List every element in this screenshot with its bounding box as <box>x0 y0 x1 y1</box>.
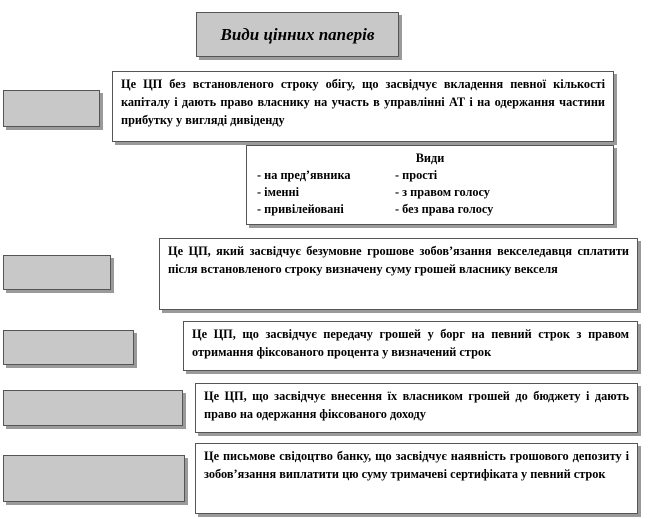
kinds-left-item: - на пред’явника <box>257 168 351 182</box>
description-text-5: Це письмове свідоцтво банку, що засвідчує наявність грошового депозиту і зобов’язання виплатити цю суму тримачеві сертифіката у певний строк <box>204 449 629 481</box>
kinds-right-item: - прості <box>395 168 438 182</box>
kinds-right-item: - без права голосу <box>395 202 494 216</box>
description-box-5 <box>195 443 638 514</box>
kinds-left-item: - іменні <box>257 185 300 199</box>
label-box-1 <box>3 90 100 127</box>
kinds-left-item: - привілейовані <box>257 202 344 216</box>
description-text-1: Це ЦП без встановленого строку обігу, що засвідчує вкладення певної кількості капіталу і дають право власнику на участь в управлінні АТ і на одержання частини прибутку у вигляді дивіденду <box>121 77 605 127</box>
description-box-4 <box>195 383 638 433</box>
kinds-row <box>257 167 603 184</box>
description-box-2 <box>159 238 638 310</box>
description-box-1 <box>112 71 614 142</box>
diagram-title-text: Види цінних паперів <box>220 24 375 44</box>
label-box-3 <box>3 330 134 365</box>
label-box-2 <box>3 255 111 290</box>
kinds-box <box>246 145 614 225</box>
label-box-4 <box>3 390 183 426</box>
kinds-heading: Види <box>415 151 445 165</box>
diagram-title <box>196 12 399 57</box>
label-box-5 <box>3 455 185 502</box>
description-text-4: Це ЦП, що засвідчує внесення їх власником грошей до бюджету і дають право на одержання фіксованого доходу <box>204 389 629 421</box>
description-text-3: Це ЦП, що засвідчує передачу грошей у борг на певний строк з правом отримання фіксованого процента у визначений строк <box>192 327 629 359</box>
kinds-right-item: - з правом голосу <box>395 185 490 199</box>
description-box-3 <box>183 321 638 371</box>
kinds-row <box>257 184 603 201</box>
description-text-2: Це ЦП, який засвідчує безумовне грошове зобов’язання векселедавця сплатити після встановленого строку визначену суму грошей власнику векселя <box>168 244 629 276</box>
kinds-row <box>257 201 603 218</box>
